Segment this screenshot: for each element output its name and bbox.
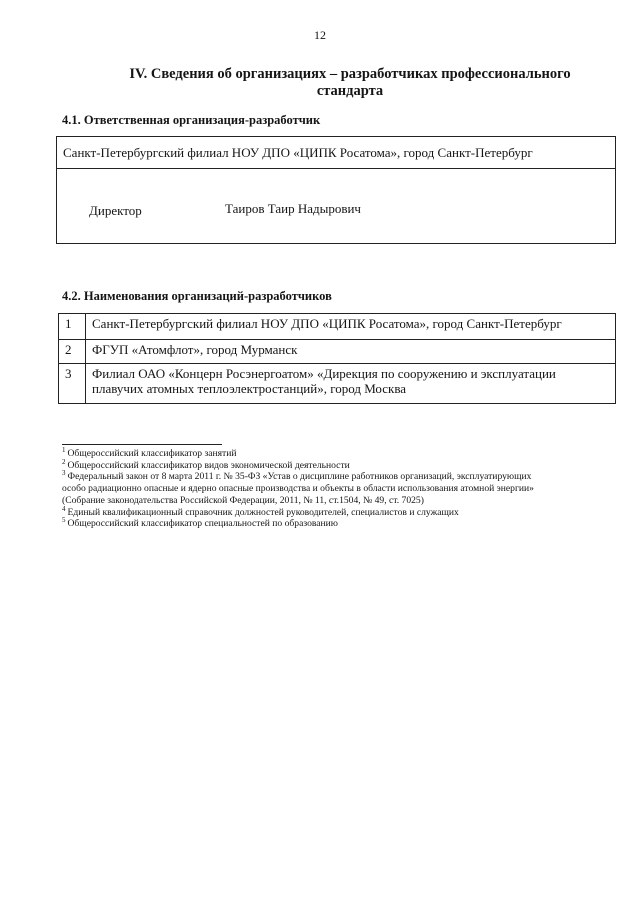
row-number: 2 [59, 340, 86, 364]
developer-orgs-table [58, 313, 616, 404]
footnote [62, 471, 622, 506]
page-number: 12 [314, 28, 326, 42]
footnote-text: Общероссийский классификатор специальностей по образованию [67, 518, 338, 530]
head-name: Таиров Таир Надырович [225, 201, 361, 216]
developer-org-name: Филиал ОАО «Концерн Росэнергоатом» «Дирекция по сооружению и эксплуатации плавучих атомных теплоэлектростанций», город Москва [86, 364, 616, 404]
developer-orgs-heading: 4.2. Наименования организаций-разработчиков [62, 289, 332, 303]
footnote [62, 504, 622, 519]
section-title: IV. Сведения об организациях – разработчиках профессионального стандарта [129, 66, 571, 99]
footnotes [62, 448, 622, 530]
table-row [59, 314, 616, 340]
table-row [59, 364, 616, 404]
footnote [62, 448, 622, 460]
table-row [59, 340, 616, 364]
footnote-text: Общероссийский классификатор видов экономической деятельности [67, 459, 350, 471]
developer-org-name: Санкт-Петербургский филиал НОУ ДПО «ЦИПК Росатома», город Санкт-Петербург [86, 314, 616, 340]
footnote-number: 1 [62, 446, 66, 454]
table-divider [57, 168, 615, 169]
footnote-text: Общероссийский классификатор занятий [67, 448, 237, 459]
footnote-text: Федеральный закон от 8 марта 2011 г. № 35-ФЗ «Устав о дисциплине работников организаций, эксплуатирующих особо радиационно опасные и ядерно опасные производства и объекты в области использования атомной энергии» (Собрание законодательства Российской Федерации, 2011, № 11, ст.1504, № 49, ст. 7025) [62, 471, 534, 506]
footnote [62, 518, 622, 530]
footnote [62, 457, 622, 472]
footnote-number: 5 [62, 516, 66, 525]
responsible-org-heading: 4.1. Ответственная организация-разработчик [62, 113, 321, 127]
footnote-number: 2 [62, 457, 66, 466]
developer-org-name: ФГУП «Атомфлот», город Мурманск [86, 340, 616, 364]
responsible-org-name: Санкт-Петербургский филиал НОУ ДПО «ЦИПК Росатома», город Санкт-Петербург [63, 145, 533, 160]
row-number: 1 [59, 314, 86, 340]
head-position: Директор [89, 203, 142, 218]
footnote-separator [62, 444, 222, 445]
row-number: 3 [59, 364, 86, 404]
footnote-text: Единый квалификационный справочник должностей руководителей, специалистов и служащих [67, 506, 459, 518]
footnote-number: 4 [62, 504, 66, 513]
footnote-number: 3 [62, 469, 66, 478]
responsible-org-table [56, 136, 616, 244]
